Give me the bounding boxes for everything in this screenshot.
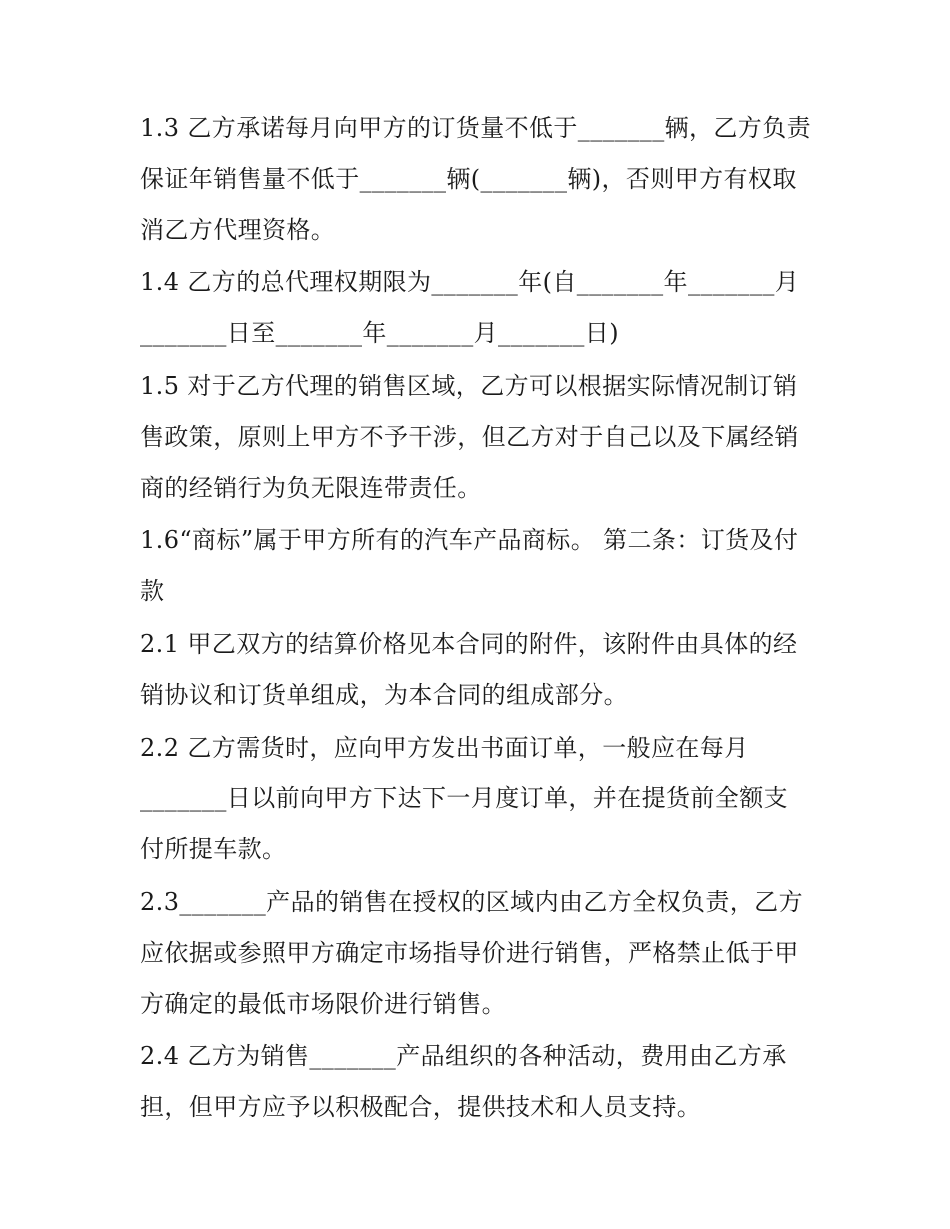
clause-line: 款 bbox=[140, 577, 165, 606]
clause-line: 1.5 对于乙方代理的销售区域，乙方可以根据实际情况制订销 bbox=[140, 371, 798, 400]
clause-line: 担，但甲方应予以积极配合，提供技术和人员支持。 bbox=[140, 1093, 702, 1122]
clause-line: 售政策，原则上甲方不予干涉，但乙方对于自己以及下属经销 bbox=[140, 422, 799, 451]
clause-1-6 bbox=[140, 515, 820, 617]
clause-2-2 bbox=[140, 723, 820, 875]
clause-line: 销协议和订货单组成，为本合同的组成部分。 bbox=[140, 680, 628, 709]
clause-1-4 bbox=[140, 257, 820, 359]
clause-1-3 bbox=[140, 103, 820, 255]
clause-line: 1.3 乙方承诺每月向甲方的订货量不低于_______辆，乙方负责 bbox=[140, 114, 811, 142]
clause-2-4 bbox=[140, 1031, 820, 1133]
clause-line: 付所提车款。 bbox=[140, 835, 287, 864]
clause-line: 2.2 乙方需货时，应向甲方发出书面订单，一般应在每月 bbox=[140, 733, 749, 762]
clause-2-3 bbox=[140, 877, 820, 1029]
clause-line: 保证年销售量不低于_______辆(_______辆)，否则甲方有权取 bbox=[140, 164, 797, 193]
clause-line: 1.6“商标”属于甲方所有的汽车产品商标。 第二条：订货及付 bbox=[140, 526, 799, 555]
clause-line: _______日至_______年_______月_______日) bbox=[140, 319, 619, 348]
document-page bbox=[140, 103, 820, 1135]
clause-line: 消乙方代理资格。 bbox=[140, 215, 336, 244]
clause-1-5 bbox=[140, 361, 820, 513]
clause-line: 应依据或参照甲方确定市场指导价进行销售，严格禁止低于甲 bbox=[140, 938, 799, 967]
clause-line: 商的经销行为负无限连带责任。 bbox=[140, 473, 482, 502]
clause-line: 2.3_______产品的销售在授权的区域内由乙方全权负责，乙方 bbox=[140, 887, 803, 916]
clause-line: _______日以前向甲方下达下一月度订单，并在提货前全额支 bbox=[140, 784, 788, 813]
clause-2-1 bbox=[140, 619, 820, 721]
clause-line: 2.4 乙方为销售_______产品组织的各种活动，费用由乙方承 bbox=[140, 1042, 787, 1071]
clause-line: 1.4 乙方的总代理权期限为_______年(自_______年_______月 bbox=[140, 268, 800, 297]
clause-line: 方确定的最低市场限价进行销售。 bbox=[140, 989, 506, 1018]
clause-line: 2.1 甲乙双方的结算价格见本合同的附件，该附件由具体的经 bbox=[140, 629, 798, 658]
